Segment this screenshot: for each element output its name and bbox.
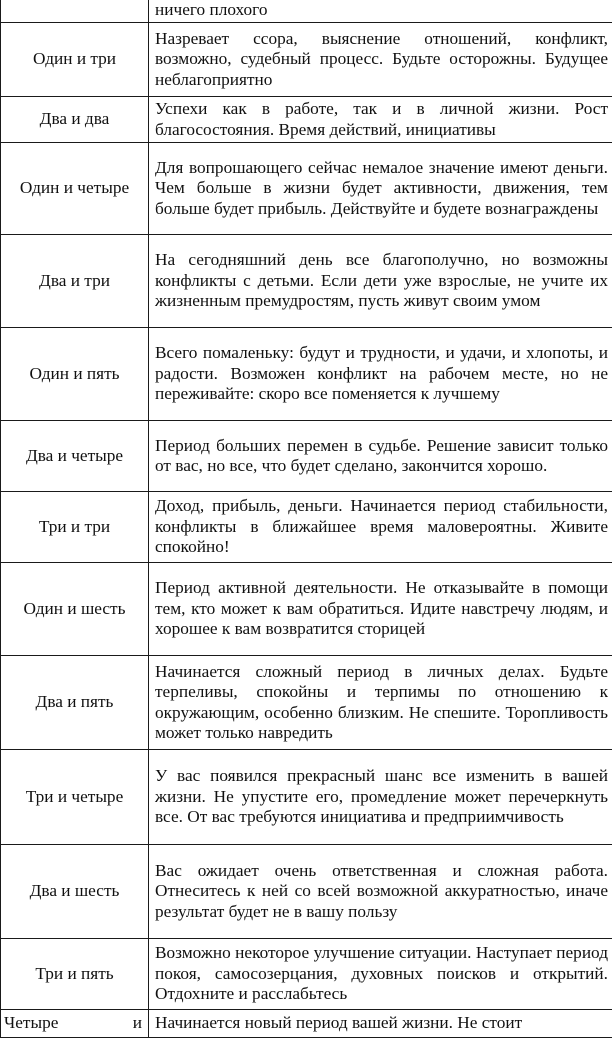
combination-meaning: У вас появился прекрасный шанс все изменить в вашей жизни. Не упустите его, промедление может перечеркнуть все. От вас требуются инициатива и предприимчивость [149, 750, 612, 845]
combination-meaning: Вас ожидает очень ответственная и сложная работа. Отнеситесь к ней со всей возможной аккуратностью, иначе результат будет не в вашу пользу [149, 845, 612, 939]
table-row [1, 750, 612, 845]
combination-name [1, 0, 149, 23]
combination-name: Два и пять [1, 656, 149, 750]
combination-meaning: На сегодняшний день все благополучно, но возможны конфликты с детьми. Если дети уже взрослые, не учите их жизненным премудростям, пусть живут своим умом [149, 235, 612, 328]
combination-meaning: Начинается новый период вашей жизни. Не стоит [149, 1010, 612, 1038]
combination-name: Один и четыре [1, 143, 149, 235]
table-row [1, 656, 612, 750]
table-row [1, 97, 612, 143]
table-row [1, 143, 612, 235]
combination-meaning: Начинается сложный период в личных делах. Будьте терпеливы, спокойны и терпимы по отношению к окружающим, особенно близким. Не спешите. Торопливость может только навредить [149, 656, 612, 750]
table-row [1, 328, 612, 421]
combination-name: Один и шесть [1, 563, 149, 656]
combination-meaning: Для вопрошающего сейчас немалое значение имеют деньги. Чем больше в жизни будет активности, движения, тем больше будет прибыль. Действуйте и будете вознаграждены [149, 143, 612, 235]
combination-meaning: Доход, прибыль, деньги. Начинается период стабильности, конфликты в ближайшее время маловероятны. Живите спокойно! [149, 492, 612, 563]
table-row [1, 939, 612, 1010]
combination-meaning: ничего плохого [149, 0, 612, 23]
combination-meaning: Период больших перемен в судьбе. Решение зависит только от вас, но все, что будет сделано, закончится хорошо. [149, 421, 612, 492]
table-row [1, 0, 612, 23]
combination-name: Два и четыре [1, 421, 149, 492]
table-row [1, 563, 612, 656]
combination-name: Три и пять [1, 939, 149, 1010]
combination-name: Три и четыре [1, 750, 149, 845]
combination-meaning: Успехи как в работе, так и в личной жизни. Рост благосостояния. Время действий, инициативы [149, 97, 612, 143]
combination-meaning: Назревает ссора, выяснение отношений, конфликт, возможно, судебный процесс. Будьте осторожны. Будущее неблагоприятно [149, 23, 612, 97]
combination-meaning: Всего помаленьку: будут и трудности, и удачи, и хлопоты, и радости. Возможен конфликт на рабочем месте, но не переживайте: скоро все поменяется к лучшему [149, 328, 612, 421]
table-row [1, 23, 612, 97]
table-row [1, 235, 612, 328]
table-row [1, 421, 612, 492]
combination-name: Четыре и [1, 1010, 149, 1038]
combination-meaning: Период активной деятельности. Не отказывайте в помощи тем, кто может к вам обратиться. Идите навстречу людям, и хорошее к вам возвратится сторицей [149, 563, 612, 656]
combination-name: Три и три [1, 492, 149, 563]
combination-name: Два и три [1, 235, 149, 328]
combination-name: Один и три [1, 23, 149, 97]
combination-name: Один и пять [1, 328, 149, 421]
combination-meaning: Возможно некоторое улучшение ситуации. Наступает период покоя, самосозерцания, духовных поисков и открытий. Отдохните и расслабьтесь [149, 939, 612, 1010]
table-row [1, 845, 612, 939]
combination-name: Два и два [1, 97, 149, 143]
table-row [1, 492, 612, 563]
combination-name: Два и шесть [1, 845, 149, 939]
